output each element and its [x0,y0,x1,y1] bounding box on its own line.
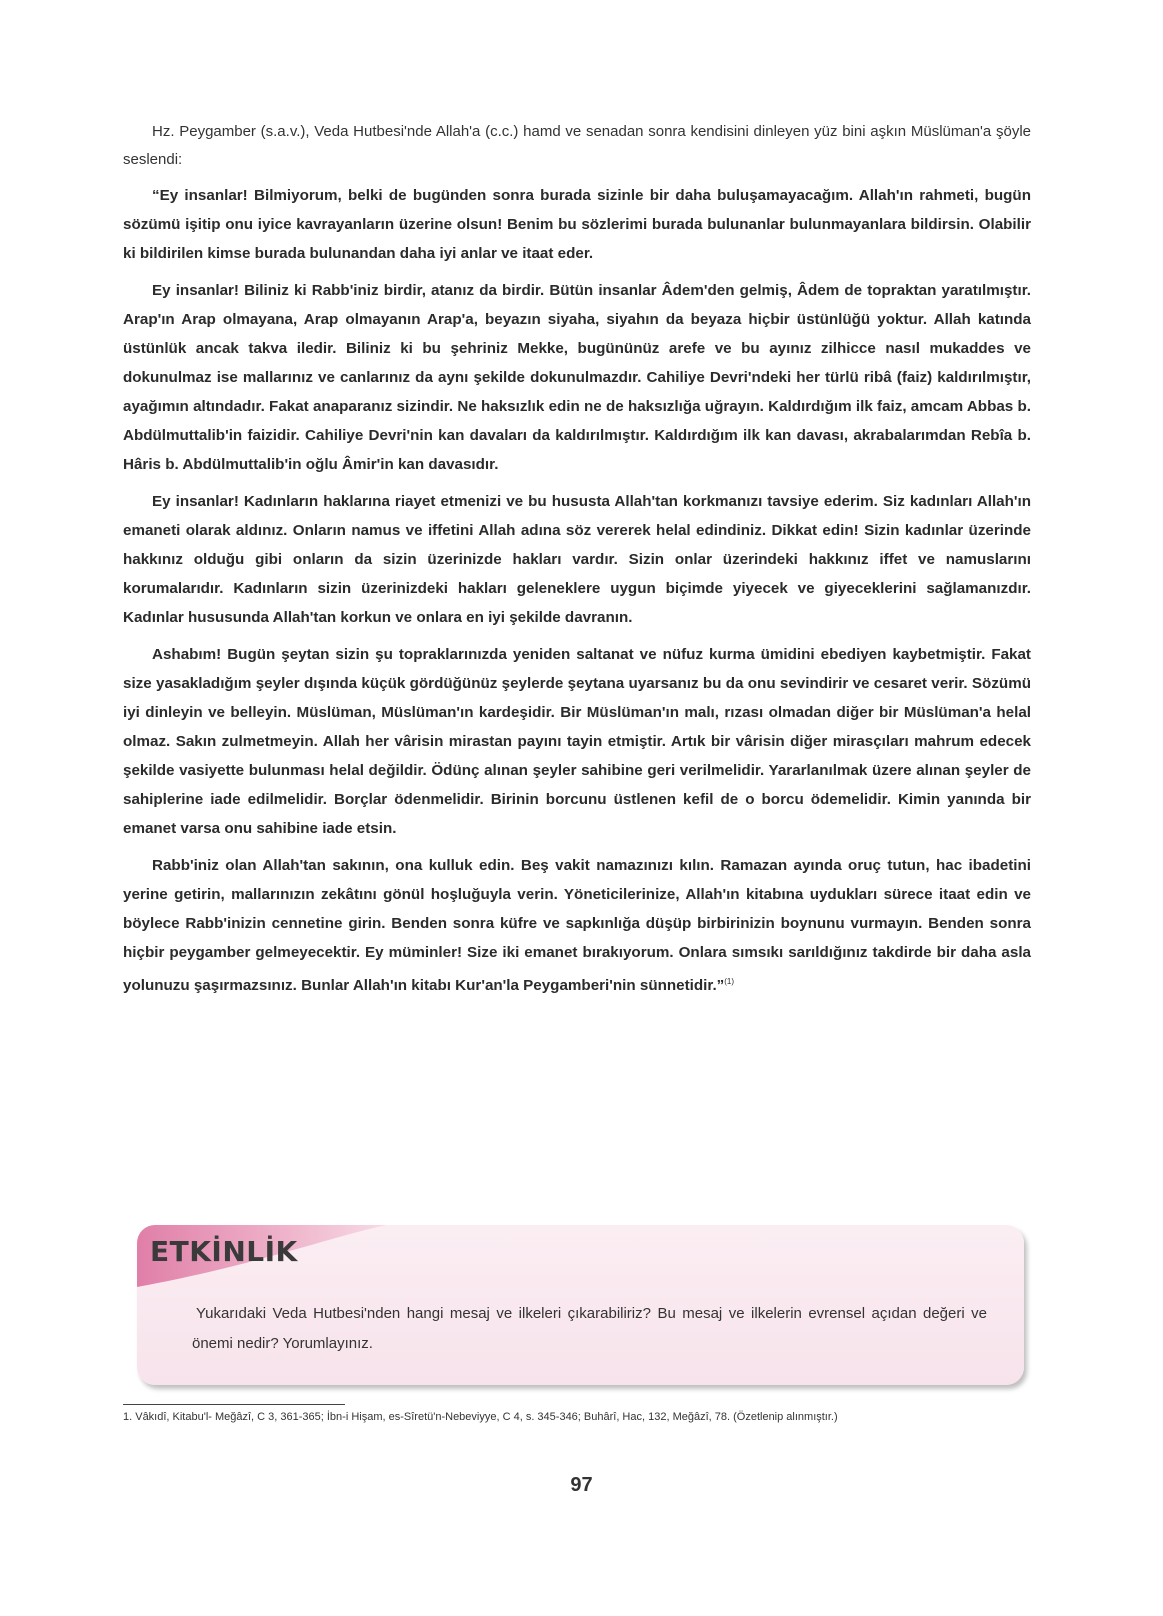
footnote-reference: (1) [724,977,735,986]
intro-paragraph: Hz. Peygamber (s.a.v.), Veda Hutbesi'nde Allah'a (c.c.) hamd ve senadan sonra kendisini dinleyen yüz bini aşkın Müslüman'a şöyle seslendi: [123,123,1031,168]
activity-title: ETKİNLİK [150,1235,298,1268]
sermon-paragraph-1: “Ey insanlar! Bilmiyorum, belki de bugünden sonra burada sizinle bir daha buluşamayacağım. Allah'ın rahmeti, bugün sözümü işitip onu iyice kavrayanların üzerine olsun! Benim bu sözlerimi burada bulunanlar bulunmayanlara bildirsin. Olabilir ki bildirilen kimse burada bulunandan daha iyi anlar ve itaat eder. [123,187,1031,262]
sermon-paragraph-5 [123,851,1031,1000]
footnote-divider [123,1404,345,1405]
farewell-sermon [123,181,1031,1000]
activity-box [137,1225,1024,1385]
sermon-paragraph-4: Ashabım! Bugün şeytan sizin şu topraklarınızda yeniden saltanat ve nüfuz kurma ümidini ebediyen kaybetmiştir. Fakat size yasakladığım şeyler dışında küçük gördüğünüz şeylerde şeytana uyarsanız bu da onu sevindirir ve cesaret verir. Sözümü iyi dinleyin ve belleyin. Müslüman, Müslüman'ın kardeşidir. Bir Müslüman'ın malı, rızası olmadan diğer bir Müslüman'a helal olmaz. Sakın zulmetmeyin. Allah her vârisin mirastan payını tayin etmiştir. Artık bir vârisin diğer mirasçıları mahrum edecek şekilde vasiyette bulunması helal değildir. Ödünç alınan şeyler sahibine geri verilmelidir. Yararlanılmak üzere alınan şeyler de sahiplerine iade edilmelidir. Borçlar ödenmelidir. Birinin borcunu üstlenen kefil de o borcu ödemelidir. Kimin yanında bir emanet varsa onu sahibine iade etsin. [123,646,1031,837]
sermon-paragraph-5-text: Rabb'iniz olan Allah'tan sakının, ona kulluk edin. Beş vakit namazınızı kılın. Ramazan ayında oruç tutun, hac ibadetini yerine getirin, mallarınızın zekâtını gönül hoşluğuyla verin. Yöneticilerinize, Allah'ın kitabına uydukları sürece itaat edin ve böylece Rabb'inizin cennetine girin. Benden sonra küfre ve sapkınlığa düşüp birbirinizin boynunu vurmayın. Benden sonra hiçbir peygamber gelmeyecektir. Ey müminler! Size iki emanet bırakıyorum. Onlara sımsıkı sarıldığınız takdirde bir daha asla yolunuzu şaşırmazsınız. Bunlar Allah'ın kitabı Kur'an'la Peygamberi'nin sünnetidir.” [123,857,1031,995]
page-number: 97 [570,1474,593,1496]
sermon-paragraph-3: Ey insanlar! Kadınların haklarına riayet etmenizi ve bu hususta Allah'tan korkmanızı tavsiye ederim. Siz kadınları Allah'ın emaneti olarak aldınız. Onların namus ve iffetini Allah adına söz vererek helal edindiniz. Dikkat edin! Sizin kadınlar üzerinde hakkınız olduğu gibi onların da sizin üzerinizde hakları vardır. Sizin onlar üzerindeki hakkınız iffet ve namuslarını korumalarıdır. Kadınların sizin üzerinizdeki hakları geleneklere uygun biçimde yiyecek ve giyeceklerini sağlamanızdır. Kadınlar hususunda Allah'tan korkun ve onlara en iyi şekilde davranın. [123,493,1031,626]
footnote: 1. Vâkıdî, Kitabu'l- Meğâzî, C 3, 361-365; İbn-i Hişam, es-Sîretü'n-Nebeviyye, C 4, s. 345-346; Buhârî, Hac, 132, Meğâzî, 78. (Özetlenip alınmıştır.) [123,1411,838,1423]
activity-question: Yukarıdaki Veda Hutbesi'nden hangi mesaj ve ilkeleri çıkarabiliriz? Bu mesaj ve ilkelerin evrensel açıdan değeri ve önemi nedir? Yorumlayınız. [192,1305,987,1352]
sermon-paragraph-2: Ey insanlar! Biliniz ki Rabb'iniz birdir, atanız da birdir. Bütün insanlar Âdem'den gelmiş, Âdem de topraktan yaratılmıştır. Arap'ın Arap olmayana, Arap olmayanın Arap'a, beyazın siyaha, siyahın da beyaza hiçbir üstünlüğü yoktur. Allah katında üstünlük ancak takva iledir. Biliniz ki bu şehriniz Mekke, bugününüz arefe ve bu ayınız zilhicce nasıl mukaddes ve dokunulmaz ise mallarınız ve canlarınız da aynı şekilde dokunulmazdır. Cahiliye Devri'ndeki her türlü ribâ (faiz) kaldırılmıştır, ayağımın altındadır. Fakat anaparanız sizindir. Ne haksızlık edin ne de haksızlığa uğrayın. Kaldırdığım ilk faiz, amcam Abbas b. Abdülmuttalib'in faizidir. Cahiliye Devri'nin kan davaları da kaldırılmıştır. Kaldırdığım ilk kan davası, akrabalarımdan Rebîa b. Hâris b. Abdülmuttalib'in oğlu Âmir'in kan davasıdır. [123,282,1031,473]
main-text [123,118,1031,1008]
